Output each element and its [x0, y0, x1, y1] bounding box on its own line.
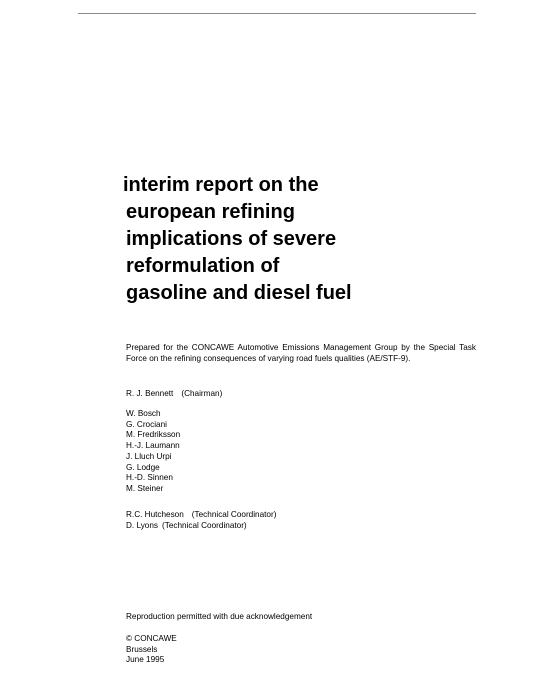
- member-name: H.-D. Sinnen: [126, 473, 173, 483]
- title-line: reformulation of: [126, 255, 280, 277]
- member-name: H.-J. Laumann: [126, 441, 180, 451]
- top-divider: [78, 13, 476, 14]
- coordinator-role: (Technical Coordinator): [191, 510, 277, 519]
- chairman-entry: [126, 389, 476, 400]
- report-title: [123, 172, 453, 307]
- task-force-members: [126, 409, 476, 495]
- coordinator-entry: [126, 510, 476, 521]
- prepared-for-text: Prepared for the CONCAWE Automotive Emissions Management Group by the Special Task Force on the refining consequences of varying road fuels qualities (AE/STF-9).: [126, 343, 476, 363]
- title-line: interim report on the: [123, 174, 319, 196]
- coordinator-name: R.C. Hutcheson: [126, 510, 184, 519]
- prepared-for-statement: [126, 343, 476, 364]
- technical-coordinators: [126, 510, 476, 531]
- member-name: G. Lodge: [126, 462, 160, 472]
- imprint-city: Brussels: [126, 644, 158, 654]
- imprint: [126, 634, 476, 666]
- member-name: G. Crociani: [126, 419, 167, 429]
- reproduction-note: [126, 612, 476, 623]
- imprint-date: June 1995: [126, 655, 165, 665]
- coordinator-role: (Technical Coordinator): [162, 520, 247, 530]
- title-line: gasoline and diesel fuel: [126, 282, 352, 304]
- chairman-name: R. J. Bennett: [126, 389, 174, 398]
- chairman-role: (Chairman): [181, 389, 223, 398]
- reproduction-text: Reproduction permitted with due acknowledgement: [126, 612, 313, 621]
- member-name: M. Steiner: [126, 483, 164, 493]
- coordinator-name: D. Lyons: [126, 520, 159, 530]
- coordinator-entry: [126, 521, 476, 532]
- member-name: J. Lluch Urpi: [126, 451, 172, 461]
- member-name: W. Bosch: [126, 409, 161, 418]
- title-line: european refining: [126, 201, 295, 223]
- title-line: implications of severe: [126, 228, 337, 250]
- copyright-line: © CONCAWE: [126, 634, 177, 643]
- member-name: M. Fredriksson: [126, 430, 181, 440]
